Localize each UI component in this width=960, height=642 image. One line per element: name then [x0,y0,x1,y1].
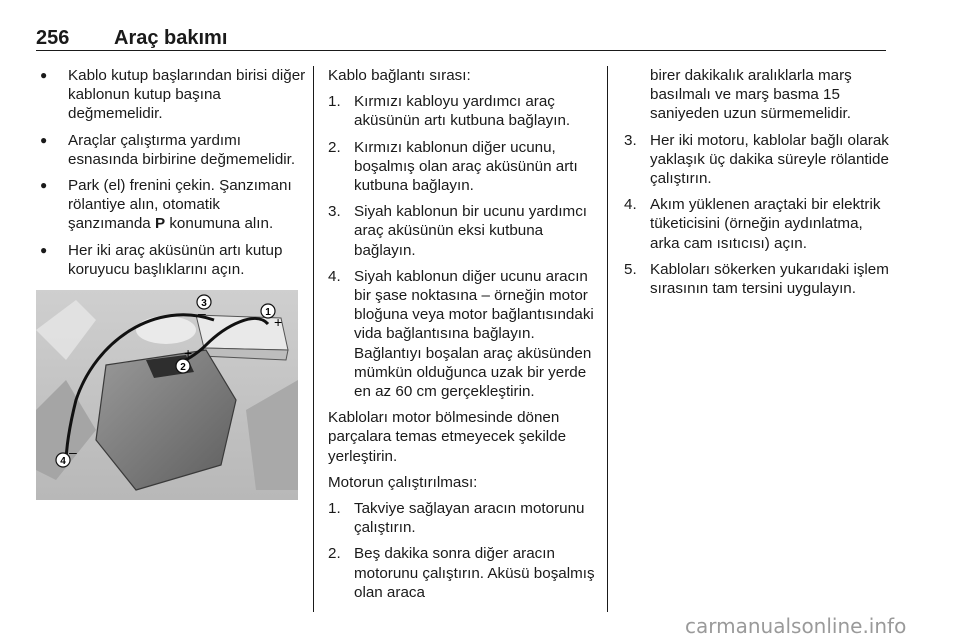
svg-text:2: 2 [180,362,186,373]
plus-sign-1: + [274,314,283,330]
list-item: 4. Siyah kablonun diğer ucunu aracın bir şase noktasına – örneğin motor bloğuna veya motor bağlantısındaki vida bağlantısına bağlayın. Bağlantıyı boşalan araç aküsünden mümkün olduğunca uzak bir yerde en az 60 cm gerçekleştirin. [328,267,594,401]
page-header [36,22,886,51]
jump-start-illustration [36,290,298,500]
column-divider [313,66,314,612]
list-item: 4. Akım yüklenen araçtaki bir elektrik tüketicisini (örneğin aydınlatma, arka cam ısıtıcısı) açın. [624,196,881,252]
list-item: 5. Kabloları sökerken yukarıdaki işlem sırasının tam tersini uygulayın. [624,260,889,298]
list-item: ● Araçlar çalıştırma yardımı esnasında birbirine değmemelidir. [38,131,306,169]
minus-sign-4: – [69,444,77,460]
continued-text: birer dakikalık aralıklarla marş basılmalı ve marş basma 15 saniyeden uzun sürmemelidir. [650,67,852,123]
plus-sign-2: + [184,345,193,361]
column-middle [328,66,596,609]
precaution-list [38,66,306,279]
list-item: 1. Kırmızı kabloyu yardımcı araç aküsünün artı kutbuna bağlayın. [328,93,571,130]
column-right [624,66,892,305]
connection-steps [328,92,596,401]
column-left [38,66,306,286]
svg-text:1: 1 [265,307,271,318]
svg-text:3: 3 [201,298,207,309]
watermark-text: carmanualsonline.info [685,614,907,638]
list-item: 1. Takviye sağlayan aracın motorunu çalıştırın. [328,500,585,537]
engine-start-steps [328,499,596,602]
list-item: 2. Beş dakika sonra diğer aracın motorunu çalıştırın. Aküsü boşalmış olan araca [328,545,595,601]
cable-routing-note: Kabloları motor bölmesinde dönen parçalara temas etmeyecek şekilde yerleştirin. [328,409,567,465]
list-item: 3. Her iki motoru, kablolar bağlı olarak yaklaşık üç dakika süreyle rölantide çalıştırın. [624,131,889,188]
connection-order-title: Kablo bağlantı sırası: [328,67,471,84]
column-divider [607,66,608,612]
page-number: 256 [36,27,70,49]
list-item: ● Her iki araç aküsünün artı kutup koruyucu başlıklarını açın. [38,241,306,279]
list-item: 3. Siyah kablonun bir ucunu yardımcı araç aküsünün eksi kutbuna bağlayın. [328,203,588,259]
engine-start-title: Motorun çalıştırılması: [328,473,478,491]
minus-sign-3: – [198,305,206,321]
engine-start-steps-cont [624,131,892,299]
engine-bay-diagram [36,290,298,500]
list-item: ● Kablo kutup başlarından birisi diğer kablonun kutup başına değmemelidir. [38,66,306,124]
list-item: ● Park (el) frenini çekin. Şanzımanı rölantiye alın, otomatik şanzımanda P konumuna alın. [38,176,306,234]
list-item: 2. Kırmızı kablonun diğer ucunu, boşalmış olan araç aküsünün artı kutbuna bağlayın. [328,138,578,195]
svg-text:4: 4 [60,456,66,467]
page-title: Araç bakımı [114,27,228,49]
